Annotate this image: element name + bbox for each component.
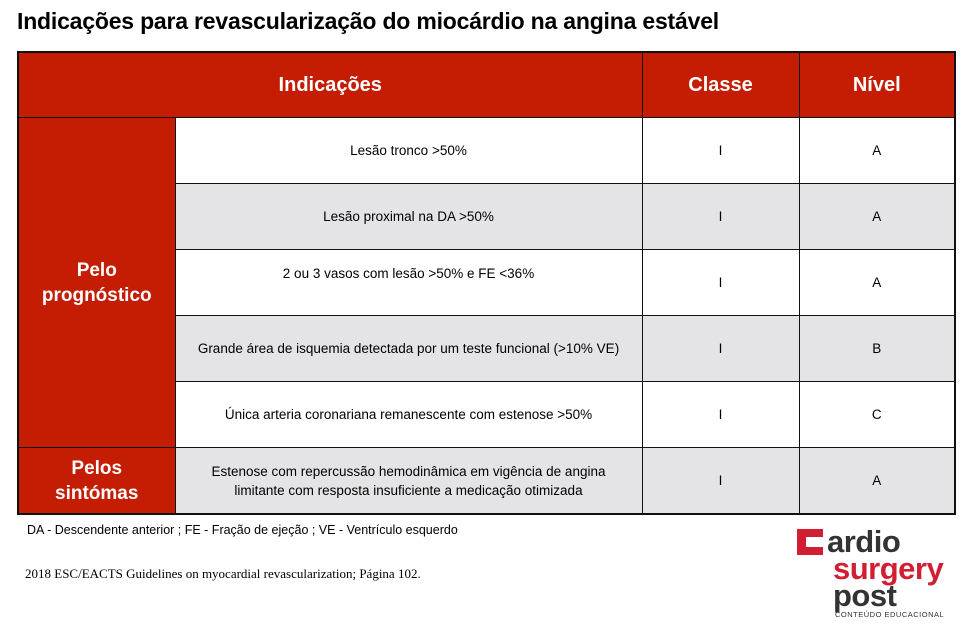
- logo-tagline: CONTEÚDO EDUCACIONAL: [835, 610, 945, 619]
- group-label-prognostico: [18, 118, 175, 448]
- nivel-cell: A: [799, 250, 955, 316]
- group-label-sintomas: [18, 448, 175, 515]
- indications-table: [17, 51, 956, 515]
- header-indicacoes: Indicações: [18, 52, 642, 118]
- header-classe: Classe: [642, 52, 799, 118]
- table-header-row: [18, 52, 955, 118]
- indication-text: Estenose com repercussão hemodinâmica em vigência de angina: [211, 463, 606, 479]
- table-row: [18, 118, 955, 184]
- group-label-line: Pelo: [76, 259, 117, 281]
- indication-cell: [175, 448, 642, 515]
- nivel-cell: A: [799, 448, 955, 515]
- indication-text: 2 ou 3 vasos com lesão >50% e FE <36%: [282, 266, 535, 281]
- group-label-line: sintómas: [55, 482, 139, 504]
- logo-c-mark-icon: [797, 529, 823, 555]
- classe-cell: I: [642, 382, 799, 448]
- nivel-cell: C: [799, 382, 955, 448]
- abbreviations-footnote: DA - Descendente anterior ; FE - Fração de ejeção ; VE - Ventrículo esquerdo: [27, 523, 458, 537]
- indication-cell: [175, 184, 642, 250]
- indication-cell: [175, 250, 642, 316]
- indication-text: Lesão proximal na DA >50%: [323, 209, 494, 224]
- logo-line-3: post: [833, 578, 897, 613]
- indication-cell: [175, 118, 642, 184]
- cardio-surgery-post-logo: [797, 520, 953, 620]
- source-citation: 2018 ESC/EACTS Guidelines on myocardial revascularization; Página 102.: [25, 566, 421, 581]
- table-row: [18, 448, 955, 515]
- classe-cell: I: [642, 184, 799, 250]
- indication-text: limitante com resposta insuficiente a medicação otimizada: [234, 482, 583, 498]
- group-label-line: Pelos: [71, 457, 123, 479]
- page-title: Indicações para revascularização do miocárdio na angina estável: [17, 8, 719, 34]
- indication-text: Única arteria coronariana remanescente com estenose >50%: [224, 407, 593, 422]
- indication-text: Grande área de isquemia detectada por um teste funcional (>10% VE): [197, 341, 620, 356]
- nivel-cell: A: [799, 118, 955, 184]
- logo-line-1: ardio: [827, 524, 901, 559]
- nivel-cell: B: [799, 316, 955, 382]
- indication-cell: [175, 316, 642, 382]
- header-nivel: Nível: [799, 52, 955, 118]
- group-label-line: prognóstico: [41, 284, 152, 306]
- classe-cell: I: [642, 316, 799, 382]
- nivel-cell: A: [799, 184, 955, 250]
- logo-line-2: surgery: [833, 551, 944, 586]
- classe-cell: I: [642, 448, 799, 515]
- indication-cell: [175, 382, 642, 448]
- classe-cell: I: [642, 250, 799, 316]
- classe-cell: I: [642, 118, 799, 184]
- indication-text: Lesão tronco >50%: [350, 143, 467, 158]
